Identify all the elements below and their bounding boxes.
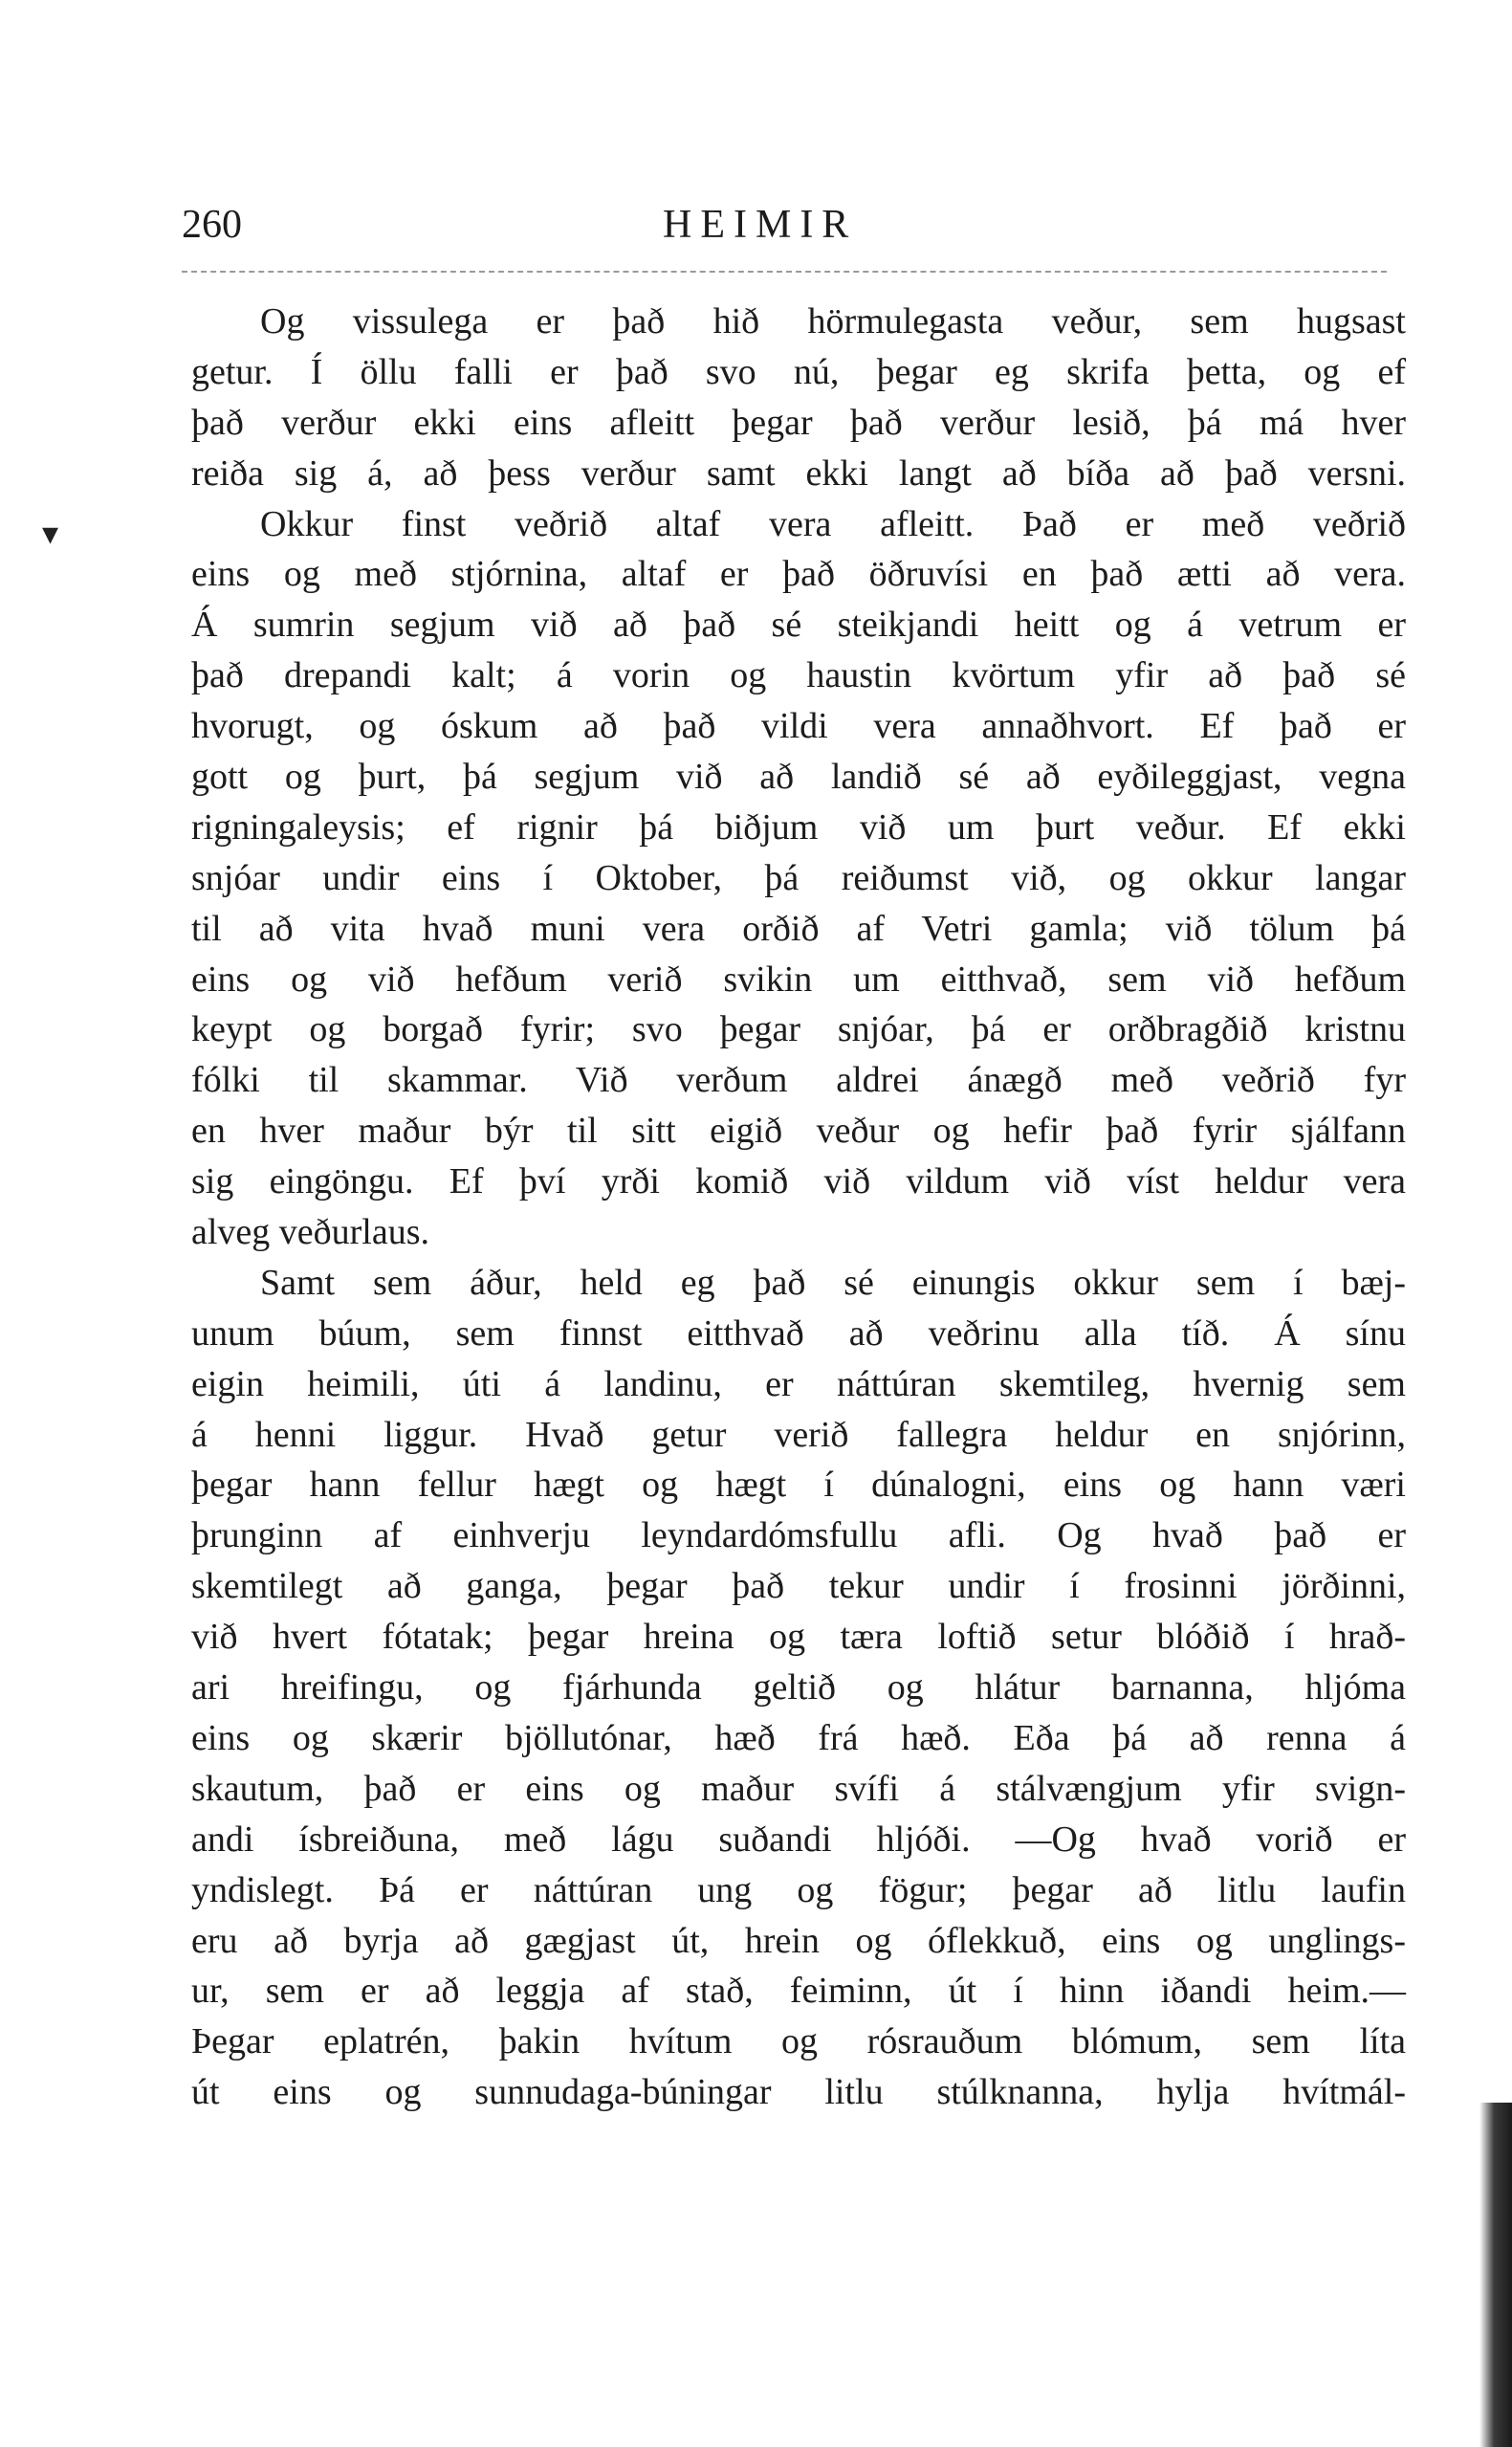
text-line: skautum, það er eins og maður svífi á stálvængjum yfir svign-	[191, 1768, 1406, 1809]
text-line: gott og þurt, þá segjum við að landið sé að eyðileggjast, vegna	[191, 757, 1406, 798]
text-line: eins og með stjórnina, altaf er það öðruvísi en það ætti að vera.	[191, 554, 1406, 595]
text-line: rigningaleysis; ef rignir þá biðjum við um þurt veður. Ef ekki	[191, 806, 1406, 848]
text-line: keypt og borgað fyrir; svo þegar snjóar, þá er orðbragðið kristnu	[191, 1009, 1406, 1050]
text-line: út eins og sunnudaga-búningar litlu stúlknanna, hylja hvítmál-	[191, 2072, 1406, 2113]
text-line: skemtilegt að ganga, þegar það tekur undir í frosinni jörðinni,	[191, 1566, 1406, 1607]
page-header	[182, 196, 1377, 263]
page-number: 260	[182, 203, 242, 247]
text-line: fólki til skammar. Við verðum aldrei ánægð með veðrið fyr	[191, 1060, 1406, 1101]
text-line: Á sumrin segjum við að það sé steikjandi heitt og á vetrum er	[191, 605, 1406, 646]
text-line: getur. Í öllu falli er það svo nú, þegar eg skrifa þetta, og ef	[191, 351, 1406, 392]
text-line: þrunginn af einhverju leyndardómsfullu afli. Og hvað það er	[191, 1515, 1406, 1556]
text-line: yndislegt. Þá er náttúran ung og fögur; þegar að litlu laufin	[191, 1869, 1406, 1910]
text-line: alveg veðurlaus.	[191, 1212, 430, 1253]
text-line: þegar hann fellur hægt og hægt í dúnalogni, eins og hann væri	[191, 1465, 1406, 1506]
page-edge-shadow	[1479, 2103, 1512, 2447]
text-line: Okkur finst veðrið altaf vera afleitt. Það er með veðrið	[260, 503, 1406, 544]
margin-mark: ▾	[42, 517, 59, 552]
text-line: á henni liggur. Hvað getur verið fallegra heldur en snjórinn,	[191, 1414, 1406, 1455]
text-line: Þegar eplatrén, þakin hvítum og rósrauðum blómum, sem líta	[191, 2021, 1406, 2062]
text-line: eins og við hefðum verið svikin um eitthvað, sem við hefðum	[191, 959, 1406, 1000]
text-line: eigin heimili, úti á landinu, er náttúran skemtileg, hvernig sem	[191, 1363, 1406, 1404]
running-head: HEIMIR	[663, 203, 858, 247]
text-line: eru að byrja að gægjast út, hrein og óflekkuð, eins og unglings-	[191, 1920, 1406, 1961]
text-line: ari hreifingu, og fjárhunda geltið og hlátur barnanna, hljóma	[191, 1667, 1406, 1708]
text-line: til að vita hvað muni vera orðið af Vetri gamla; við tölum þá	[191, 908, 1406, 949]
text-line: það verður ekki eins afleitt þegar það verður lesið, þá má hver	[191, 402, 1406, 443]
text-line: eins og skærir bjöllutónar, hæð frá hæð. Eða þá að renna á	[191, 1717, 1406, 1758]
text-line: andi ísbreiðuna, með lágu suðandi hljóði. —Og hvað vorið er	[191, 1819, 1406, 1860]
text-line: Og vissulega er það hið hörmulegasta veður, sem hugsast	[260, 301, 1406, 342]
header-rule	[182, 271, 1387, 273]
text-line: við hvert fótatak; þegar hreina og tæra loftið setur blóðið í hrað-	[191, 1617, 1406, 1658]
text-line: það drepandi kalt; á vorin og haustin kvörtum yfir að það sé	[191, 655, 1406, 696]
text-line: sig eingöngu. Ef því yrði komið við vildum við víst heldur vera	[191, 1161, 1406, 1202]
text-line: en hver maður býr til sitt eigið veður og hefir það fyrir sjálfann	[191, 1111, 1406, 1152]
text-line: hvorugt, og óskum að það vildi vera annaðhvort. Ef það er	[191, 706, 1406, 747]
text-line: reiða sig á, að þess verður samt ekki langt að bíða að það versni.	[191, 452, 1406, 494]
text-line: ur, sem er að leggja af stað, feiminn, út í hinn iðandi heim.—	[191, 1971, 1406, 2012]
text-line: unum búum, sem finnst eitthvað að veðrinu alla tíð. Á sínu	[191, 1312, 1406, 1354]
body-text	[191, 297, 1406, 2118]
text-line: Samt sem áður, held eg það sé einungis okkur sem í bæj-	[260, 1262, 1406, 1303]
text-line: snjóar undir eins í Oktober, þá reiðumst við, og okkur langar	[191, 857, 1406, 898]
